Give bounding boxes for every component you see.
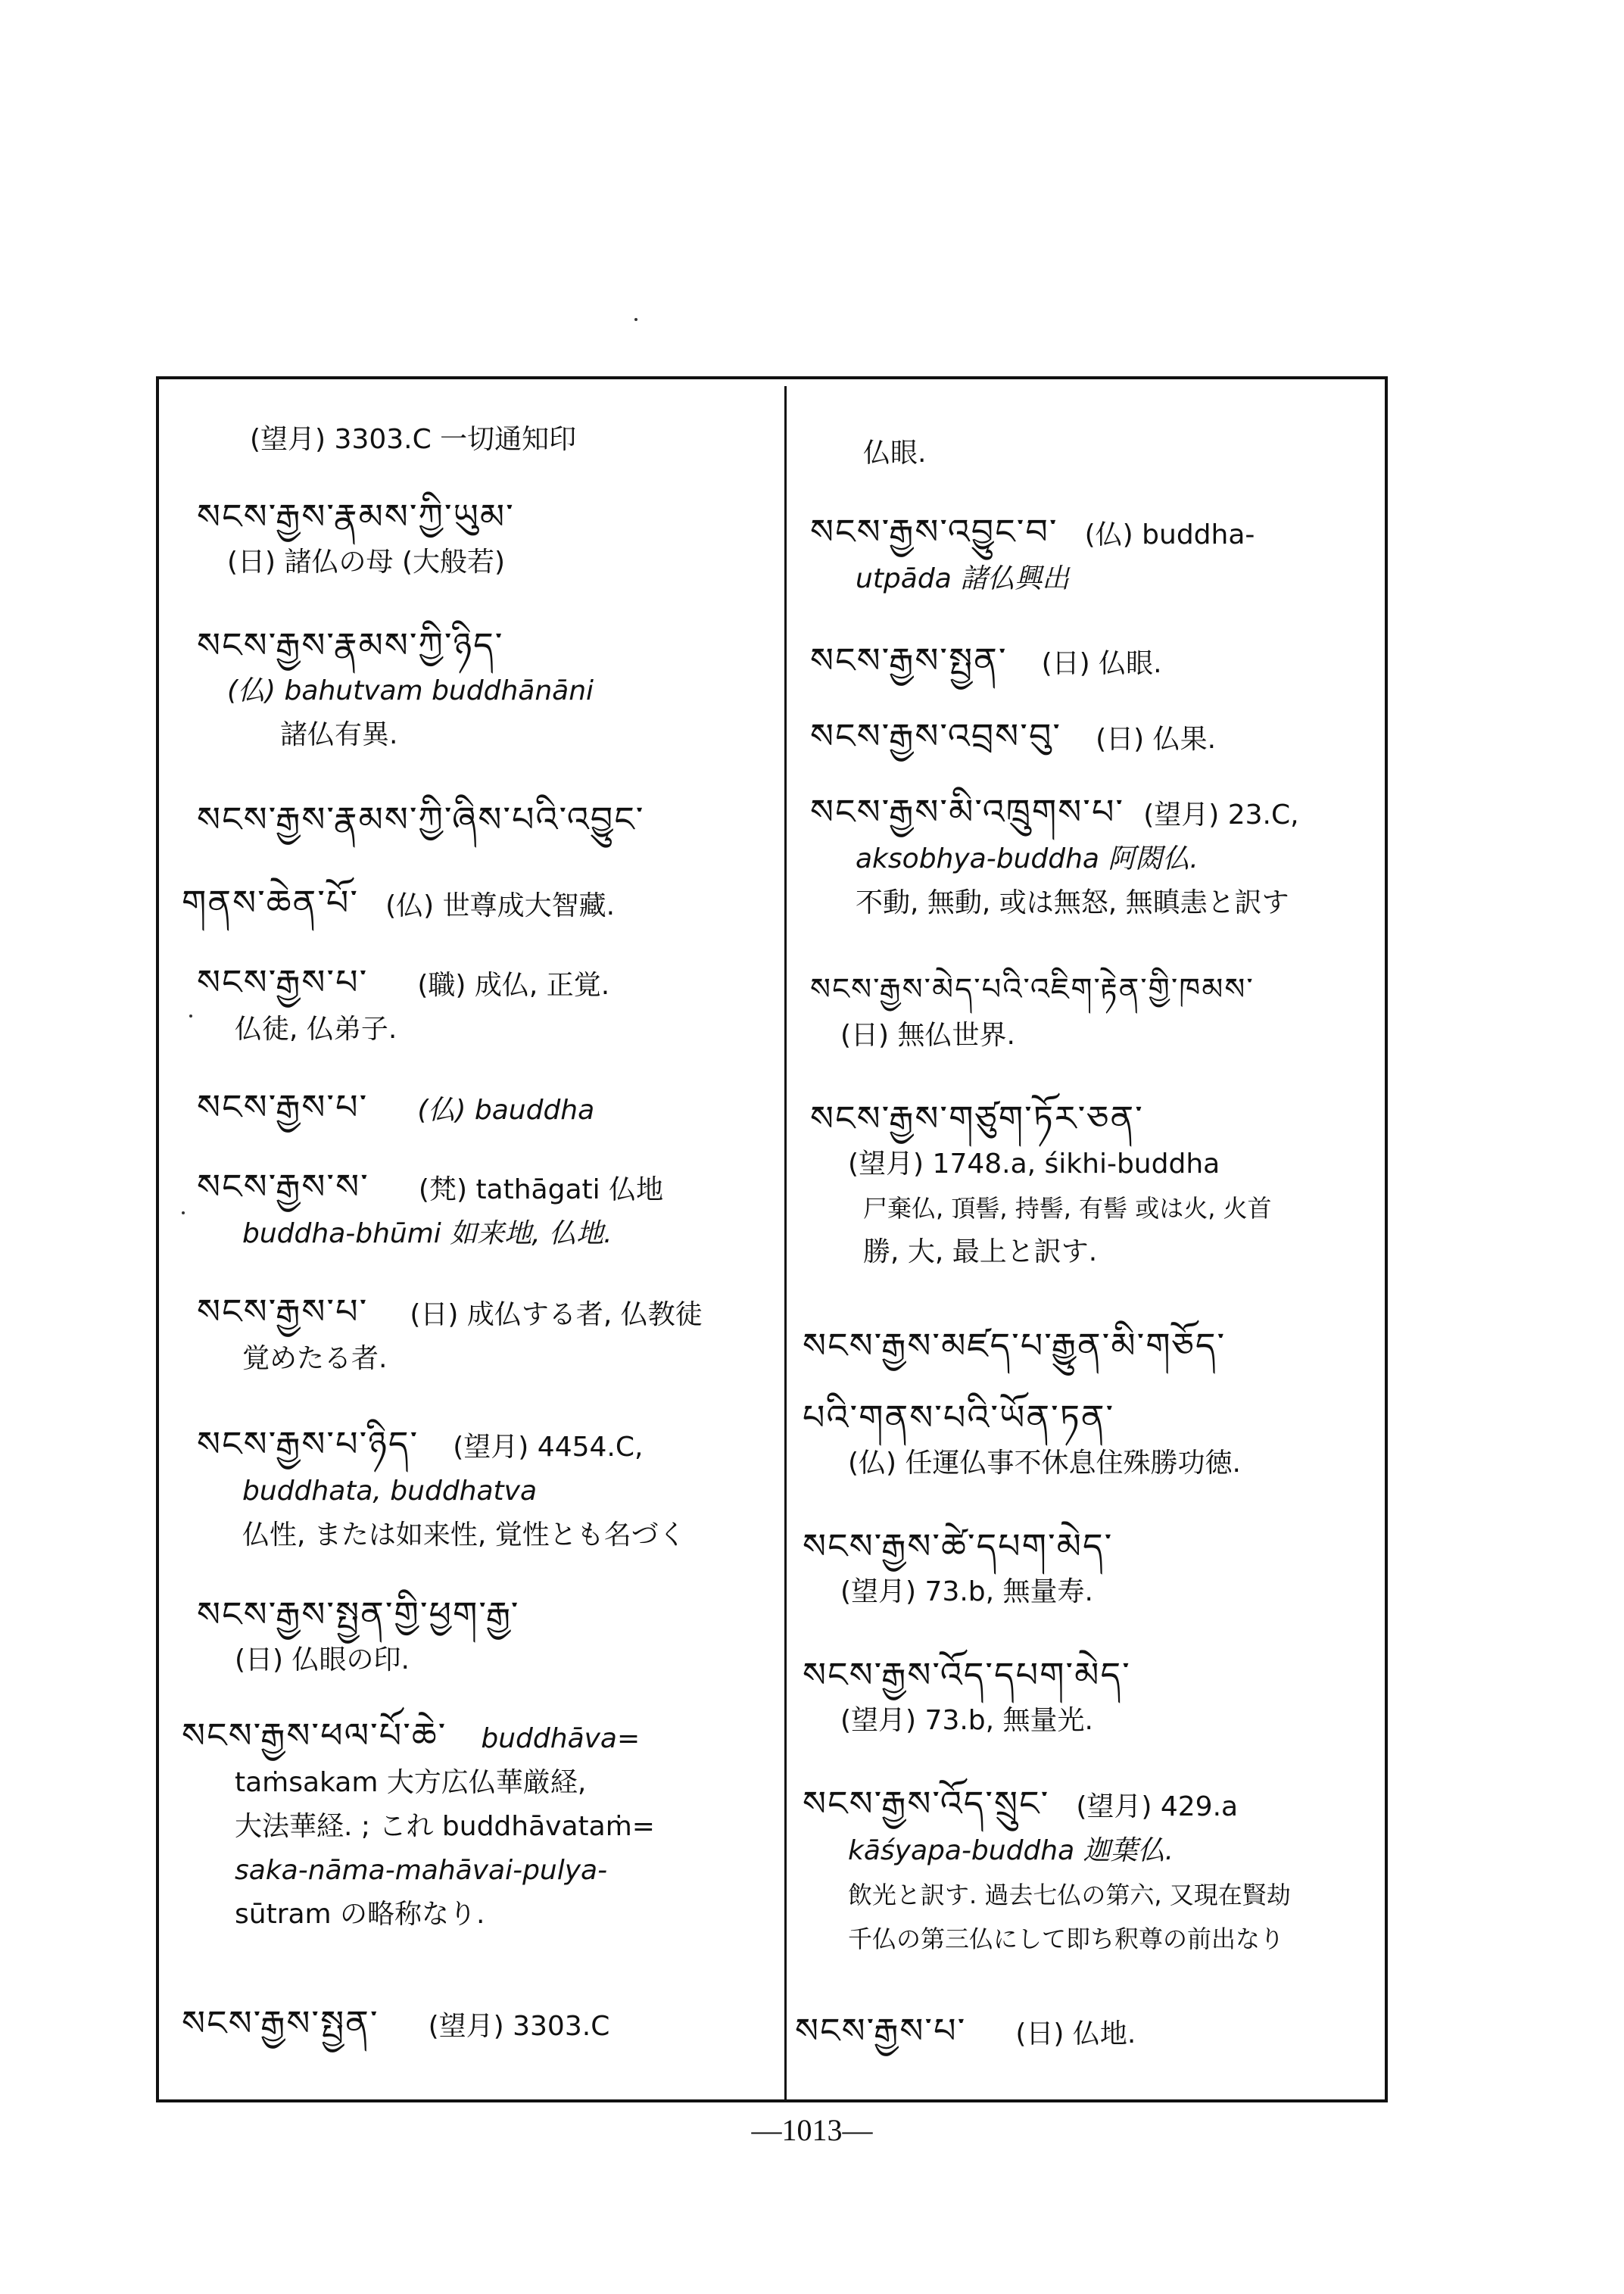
dictionary-entry [810, 787, 1299, 925]
entry-gloss: (仏) 世尊成大智藏. [385, 890, 616, 921]
entry-gloss: 千仏の第三仏にして即ち釈尊の前出なり [848, 1925, 1285, 1953]
entry-gloss: 諸仏有異. [280, 719, 398, 750]
dictionary-entry [197, 1590, 519, 1682]
entry-gloss: (日) 仏眼. [1041, 648, 1162, 679]
tibetan-headword: སངས་རྒྱས་གཙུག་ཏོར་ཅན་ [810, 1098, 1144, 1139]
tibetan-headword: སངས་རྒྱས་འབྱུང་བ་ [810, 511, 1058, 552]
entry-gloss: 飲光と訳す. 過去七仏の第六, 又現在賢劫 [848, 1881, 1291, 1909]
tibetan-headword: སངས་རྒྱས་སྤྱན་གྱི་ཕྱག་རྒྱ་ [197, 1594, 520, 1635]
entry-gloss: 尸棄仏, 頂髻, 持髻, 有髻 或は火, 火首 [863, 1194, 1272, 1223]
tibetan-headword: སངས་རྒྱས་ས་ [197, 1166, 369, 1207]
tibetan-headword: གནས་ཆེན་པོ་ [182, 882, 360, 923]
entry-gloss: (望月) 23.C, [1143, 799, 1299, 831]
dictionary-entry [182, 878, 615, 928]
entry-gloss: sūtram の略称なり. [235, 1899, 485, 1930]
dictionary-entry [250, 418, 576, 462]
entry-gloss: (梵) tathāgati 仏地 [418, 1174, 664, 1205]
dictionary-entry [863, 432, 926, 475]
entry-gloss: (望月) 3303.C 一切通知印 [250, 424, 577, 455]
dictionary-entry [182, 1999, 609, 2049]
dictionary-entry [803, 1650, 1131, 1743]
scan-speck [182, 1211, 185, 1214]
scan-speck [634, 318, 637, 321]
tibetan-headword: སངས་རྒྱས་པ་ [197, 962, 369, 1002]
entry-gloss: 仏徒, 仏弟子. [235, 1014, 397, 1045]
entry-gloss: utpāda 諸仏興出 [856, 563, 1070, 594]
tibetan-headword: སངས་རྒྱས་མེད་པའི་འཇིག་རྟེན་གྱི་ཁམས་ [810, 972, 1255, 1007]
tibetan-headword: སངས་རྒྱས་འོད་དཔག་མེད་ [803, 1654, 1131, 1695]
entry-gloss: 仏眼. [863, 438, 927, 469]
page-number: —1013— [751, 2113, 873, 2147]
entry-gloss: 覚めたる者. [242, 1343, 388, 1374]
entry-gloss: (日) 仏眼の印. [235, 1644, 410, 1675]
dictionary-entry [803, 1779, 1291, 1961]
dictionary-entry [197, 621, 594, 757]
entry-gloss: buddhāva= [481, 1723, 641, 1754]
entry-gloss: (仏) buddha- [1084, 519, 1255, 550]
tibetan-headword: སངས་རྒྱས་པ་ [197, 1291, 369, 1332]
tibetan-headword: སངས་རྒྱས་རྣམས་ཀྱི་ཡུམ་ [197, 496, 515, 537]
dictionary-entry [197, 1287, 703, 1381]
entry-gloss: (望月) 73.b, 無量寿. [840, 1576, 1093, 1607]
dictionary-entry [810, 965, 1255, 1058]
dictionary-entry [803, 1522, 1113, 1614]
entry-gloss: (日) 成仏する者, 仏教徒 [410, 1299, 703, 1330]
entry-gloss: 勝, 大, 最上と訳す. [863, 1236, 1098, 1267]
dictionary-entry [803, 1321, 1226, 1370]
dictionary-entry [810, 1094, 1272, 1274]
tibetan-headword: སངས་རྒྱས་པ་ [795, 2010, 967, 2051]
entry-gloss: (日) 仏地. [1015, 2018, 1136, 2049]
entry-gloss: 仏性, または如来性, 覚性とも名づく [242, 1519, 686, 1551]
entry-gloss: taṁsakam 大方広仏華厳経, [235, 1767, 587, 1798]
scan-speck [189, 1015, 192, 1018]
entry-gloss: (望月) 1748.a, śikhi-buddha [848, 1149, 1220, 1180]
tibetan-headword: སངས་རྒྱས་ཚེ་དཔག་མེད་ [803, 1526, 1114, 1566]
dictionary-entry [197, 795, 644, 843]
tibetan-headword: སངས་རྒྱས་སྤྱན་ [810, 640, 1008, 681]
tibetan-headword: སངས་རྒྱས་སྤྱན་ [182, 2003, 379, 2043]
dictionary-entry [810, 507, 1255, 601]
tibetan-headword: སངས་རྒྱས་རྣམས་ཀྱི་ཞིས་པའི་འབྱུང་ [197, 799, 645, 840]
dictionary-entry [795, 2006, 1136, 2056]
tibetan-headword: སངས་རྒྱས་མི་འཁྲུགས་པ་ [810, 791, 1125, 832]
tibetan-headword: སངས་རྒྱས་ཕལ་པོ་ཆེ་ [182, 1715, 447, 1756]
entry-gloss: (望月) 429.a [1076, 1791, 1239, 1822]
dictionary-entry [182, 1711, 655, 1937]
tibetan-headword: སངས་རྒྱས་པ་ [197, 1086, 369, 1127]
entry-gloss: (仏) 任運仏事不休息住殊勝功徳. [848, 1448, 1241, 1479]
dictionary-entry [197, 958, 609, 1052]
tibetan-headword: སངས་རྒྱས་པ་ཉིད་ [197, 1423, 419, 1464]
entry-gloss: (仏) bauddha [417, 1095, 595, 1126]
entry-gloss: (望月) 3303.C [428, 2011, 610, 2042]
entry-gloss: aksobhya-buddha 阿閦仏. [856, 843, 1199, 874]
entry-gloss: buddhata, buddhatva [242, 1476, 538, 1507]
entry-gloss: (日) 無仏世界. [840, 1020, 1015, 1051]
tibetan-headword: པའི་གནས་པའི་ཡོན་ཏན་ [803, 1397, 1115, 1438]
column-divider [784, 386, 787, 2102]
entry-gloss: (望月) 73.b, 無量光. [840, 1705, 1093, 1736]
dictionary-entry [197, 1420, 686, 1557]
entry-gloss: kāśyapa-buddha 迦葉仏. [848, 1835, 1174, 1866]
entry-gloss: (望月) 4454.C, [453, 1432, 644, 1463]
dictionary-entry [803, 1393, 1241, 1485]
tibetan-headword: སངས་རྒྱས་མཛད་པ་རྒྱུན་མི་གཅོད་ [803, 1325, 1227, 1366]
tibetan-headword: སངས་རྒྱས་འབྲས་བུ་ [810, 715, 1062, 756]
tibetan-headword: སངས་རྒྱས་འོད་སྲུང་ [803, 1783, 1050, 1824]
dictionary-entry [197, 1083, 594, 1133]
entry-gloss: 不動, 無動, 或は無怒, 無瞋恚と訳す [856, 887, 1289, 918]
dictionary-entry [197, 492, 515, 584]
dictionary-entry [810, 712, 1216, 762]
tibetan-headword: སངས་རྒྱས་རྣམས་ཀྱི་ཉིད་ [197, 625, 504, 665]
entry-gloss: (日) 仏果. [1096, 724, 1217, 755]
entry-gloss: saka-nāma-mahāvai-pulya- [235, 1855, 608, 1886]
dictionary-entry [197, 1162, 663, 1256]
entry-gloss: (日) 諸仏の母 (大般若) [227, 547, 506, 578]
dictionary-entry [810, 636, 1162, 686]
entry-gloss: 大法華経. ; これ buddhāvataṁ= [235, 1811, 655, 1842]
entry-gloss: (仏) bahutvam buddhānāni [227, 675, 594, 706]
entry-gloss: (職) 成仏, 正覚. [417, 970, 610, 1001]
entry-gloss: buddha-bhūmi 如来地, 仏地. [242, 1218, 613, 1249]
